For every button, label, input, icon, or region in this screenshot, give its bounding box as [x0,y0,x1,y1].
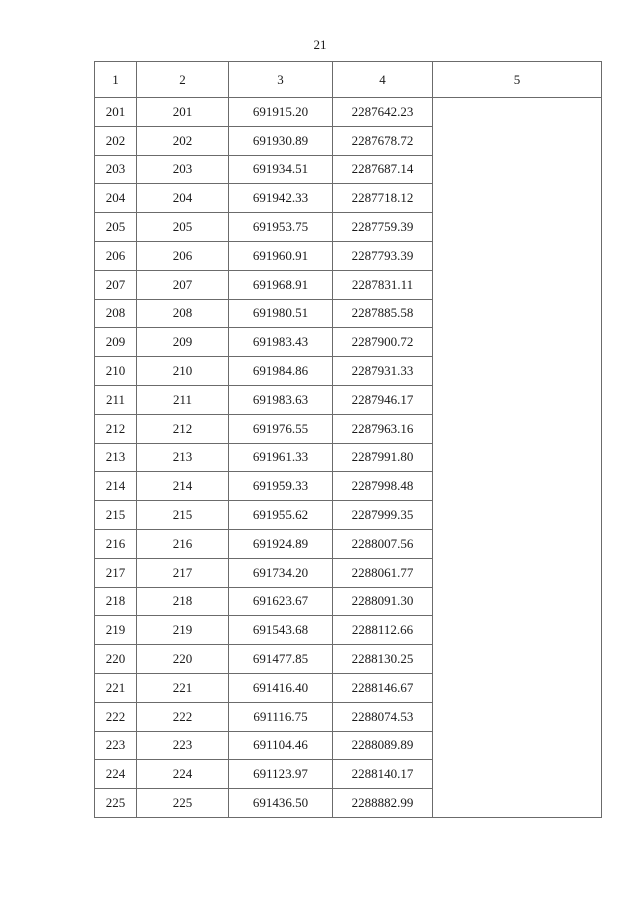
x-coordinate-cell: 691968.91 [229,270,333,299]
table-header [95,62,602,98]
point-number-cell: 210 [137,357,229,386]
header-row [95,62,602,98]
y-coordinate-cell: 2287900.72 [333,328,433,357]
row-number-cell: 209 [95,328,137,357]
row-number-cell: 204 [95,184,137,213]
y-coordinate-cell: 2287885.58 [333,299,433,328]
point-number-cell: 220 [137,645,229,674]
coordinates-table [94,61,602,818]
point-number-cell: 223 [137,731,229,760]
y-coordinate-cell: 2288146.67 [333,673,433,702]
x-coordinate-cell: 691983.63 [229,385,333,414]
notes-column-cell [433,98,602,818]
y-coordinate-cell: 2288007.56 [333,529,433,558]
point-number-cell: 204 [137,184,229,213]
row-number-cell: 213 [95,443,137,472]
row-number-cell: 214 [95,472,137,501]
row-number-cell: 211 [95,385,137,414]
point-number-cell: 219 [137,616,229,645]
point-number-cell: 208 [137,299,229,328]
x-coordinate-cell: 691123.97 [229,760,333,789]
y-coordinate-cell: 2288074.53 [333,702,433,731]
row-number-cell: 202 [95,126,137,155]
point-number-cell: 224 [137,760,229,789]
row-number-cell: 217 [95,558,137,587]
x-coordinate-cell: 691623.67 [229,587,333,616]
x-coordinate-cell: 691980.51 [229,299,333,328]
point-number-cell: 214 [137,472,229,501]
x-coordinate-cell: 691942.33 [229,184,333,213]
x-coordinate-cell: 691983.43 [229,328,333,357]
y-coordinate-cell: 2287998.48 [333,472,433,501]
point-number-cell: 225 [137,789,229,818]
y-coordinate-cell: 2287991.80 [333,443,433,472]
x-coordinate-cell: 691915.20 [229,98,333,127]
row-number-cell: 220 [95,645,137,674]
y-coordinate-cell: 2287946.17 [333,385,433,414]
x-coordinate-cell: 691934.51 [229,155,333,184]
row-number-cell: 221 [95,673,137,702]
y-coordinate-cell: 2287931.33 [333,357,433,386]
point-number-cell: 222 [137,702,229,731]
x-coordinate-cell: 691543.68 [229,616,333,645]
y-coordinate-cell: 2288061.77 [333,558,433,587]
column-header-4: 4 [333,62,433,98]
point-number-cell: 215 [137,501,229,530]
point-number-cell: 207 [137,270,229,299]
y-coordinate-cell: 2287831.11 [333,270,433,299]
y-coordinate-cell: 2287999.35 [333,501,433,530]
y-coordinate-cell: 2288091.30 [333,587,433,616]
x-coordinate-cell: 691104.46 [229,731,333,760]
row-number-cell: 218 [95,587,137,616]
column-header-3: 3 [229,62,333,98]
y-coordinate-cell: 2287963.16 [333,414,433,443]
y-coordinate-cell: 2287793.39 [333,241,433,270]
point-number-cell: 212 [137,414,229,443]
row-number-cell: 201 [95,98,137,127]
point-number-cell: 209 [137,328,229,357]
x-coordinate-cell: 691416.40 [229,673,333,702]
row-number-cell: 203 [95,155,137,184]
y-coordinate-cell: 2288112.66 [333,616,433,645]
x-coordinate-cell: 691734.20 [229,558,333,587]
point-number-cell: 213 [137,443,229,472]
x-coordinate-cell: 691976.55 [229,414,333,443]
y-coordinate-cell: 2288882.99 [333,789,433,818]
point-number-cell: 201 [137,98,229,127]
point-number-cell: 216 [137,529,229,558]
y-coordinate-cell: 2287678.72 [333,126,433,155]
table-row [95,98,602,127]
column-header-2: 2 [137,62,229,98]
y-coordinate-cell: 2287642.23 [333,98,433,127]
row-number-cell: 205 [95,213,137,242]
point-number-cell: 206 [137,241,229,270]
row-number-cell: 225 [95,789,137,818]
row-number-cell: 207 [95,270,137,299]
x-coordinate-cell: 691955.62 [229,501,333,530]
y-coordinate-cell: 2287687.14 [333,155,433,184]
x-coordinate-cell: 691984.86 [229,357,333,386]
y-coordinate-cell: 2287759.39 [333,213,433,242]
row-number-cell: 222 [95,702,137,731]
x-coordinate-cell: 691961.33 [229,443,333,472]
x-coordinate-cell: 691436.50 [229,789,333,818]
y-coordinate-cell: 2288140.17 [333,760,433,789]
column-header-5: 5 [433,62,602,98]
y-coordinate-cell: 2288089.89 [333,731,433,760]
point-number-cell: 211 [137,385,229,414]
row-number-cell: 206 [95,241,137,270]
x-coordinate-cell: 691116.75 [229,702,333,731]
column-header-1: 1 [95,62,137,98]
row-number-cell: 223 [95,731,137,760]
point-number-cell: 205 [137,213,229,242]
x-coordinate-cell: 691959.33 [229,472,333,501]
y-coordinate-cell: 2288130.25 [333,645,433,674]
row-number-cell: 224 [95,760,137,789]
x-coordinate-cell: 691477.85 [229,645,333,674]
x-coordinate-cell: 691960.91 [229,241,333,270]
row-number-cell: 212 [95,414,137,443]
row-number-cell: 215 [95,501,137,530]
point-number-cell: 203 [137,155,229,184]
point-number-cell: 217 [137,558,229,587]
x-coordinate-cell: 691953.75 [229,213,333,242]
row-number-cell: 216 [95,529,137,558]
y-coordinate-cell: 2287718.12 [333,184,433,213]
row-number-cell: 208 [95,299,137,328]
row-number-cell: 210 [95,357,137,386]
point-number-cell: 202 [137,126,229,155]
point-number-cell: 221 [137,673,229,702]
row-number-cell: 219 [95,616,137,645]
point-number-cell: 218 [137,587,229,616]
table-body [95,98,602,818]
page-number: 21 [313,37,327,52]
x-coordinate-cell: 691924.89 [229,529,333,558]
x-coordinate-cell: 691930.89 [229,126,333,155]
